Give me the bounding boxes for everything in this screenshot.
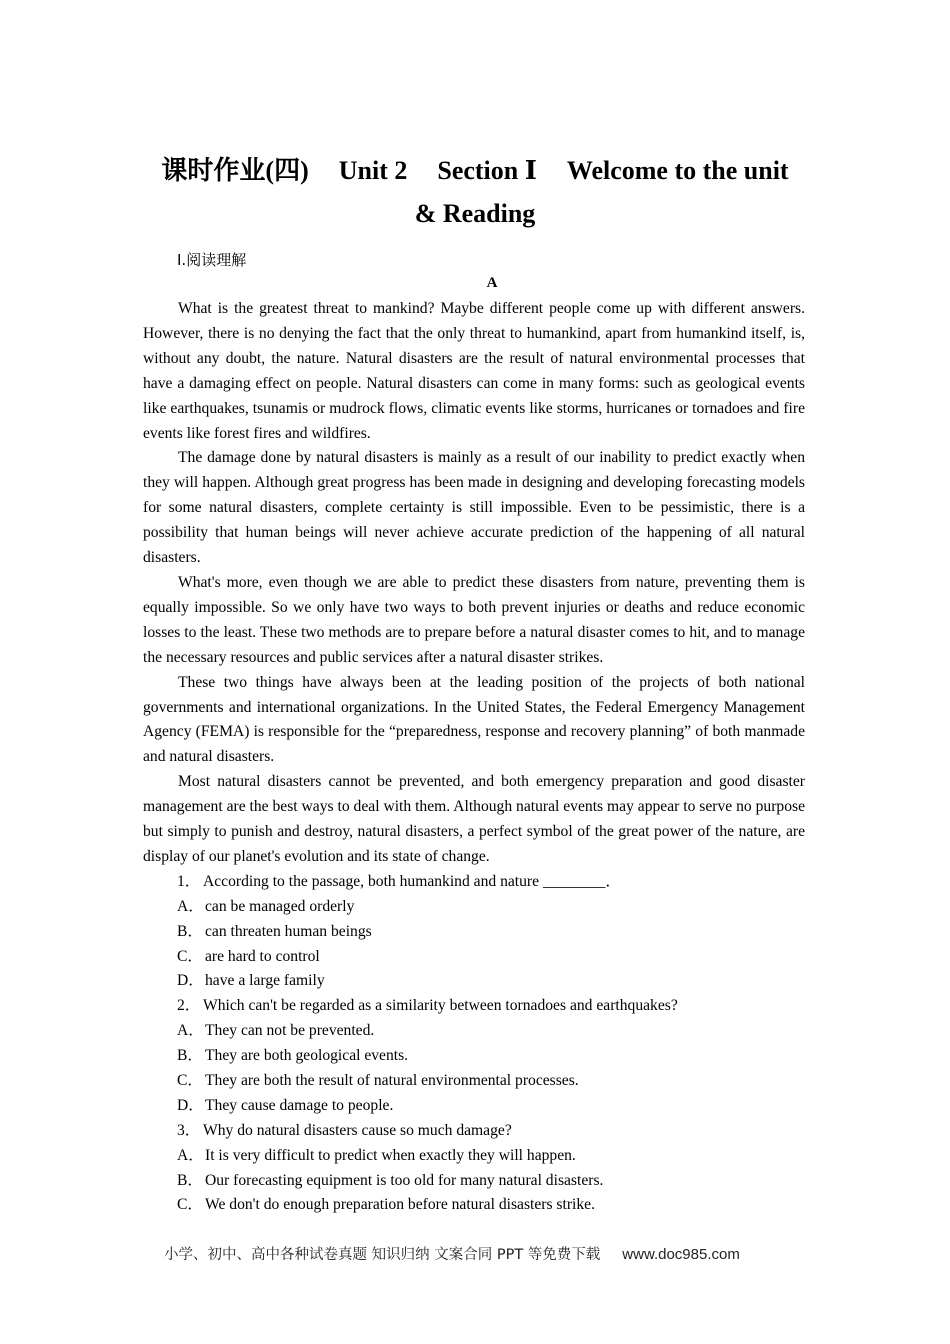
option-text: Our forecasting equipment is too old for many natural disasters. (205, 1171, 604, 1189)
option-letter: B． (177, 1047, 203, 1065)
passage-paragraph: What's more, even though we are able to predict these disasters from nature, preventing them is equally impossible. So we only have two ways to both prevent injuries or deaths and reduce economic losses to the least. These two methods are to prepare before a natural disaster comes to hit, and to manage the necessary resources and public services after a natural disaster strikes. (143, 573, 805, 666)
option-text: can threaten human beings (205, 922, 372, 940)
option-text: are hard to control (205, 947, 320, 965)
option-text: It is very difficult to predict when exactly they will happen. (205, 1146, 576, 1164)
title-section: Section Ⅰ (437, 156, 537, 185)
question-3 (143, 1119, 805, 1219)
question-stem (143, 870, 805, 895)
option-letter: C． (177, 1071, 203, 1089)
option-letter: D． (177, 972, 204, 990)
footer-url-link[interactable]: www.doc985.com (622, 1246, 740, 1263)
passage-paragraph: What is the greatest threat to mankind? Maybe different people come up with different answers. However, there is no denying the fact that the only threat to humankind, apart from humankind itself, is, without any doubt, the nature. Natural disasters are the result of natural environmental processes that have a damaging effect on people. Natural disasters can come in many forms: such as geological events like earthquakes, tsunamis or mudrock flows, climatic events like storms, hurricanes or tornadoes and fire events like forest fires and wildfires. (143, 300, 805, 442)
question-2 (143, 994, 805, 1118)
answer-option (143, 1169, 805, 1194)
option-text: They are both the result of natural environmental processes. (205, 1071, 579, 1089)
page-footer (164, 1243, 740, 1264)
question-stem (143, 1119, 805, 1144)
answer-option (143, 895, 805, 920)
option-letter: B． (177, 922, 203, 940)
option-text: We don't do enough preparation before natural disasters strike. (205, 1196, 595, 1214)
answer-option (143, 1193, 805, 1218)
passage-paragraph: These two things have always been at the leading position of the projects of both national governments and international organizations. In the United States, the Federal Emergency Management Agency (FEMA) is responsible for the “preparedness, response and recovery planning” of both manmade and natural disasters. (143, 673, 805, 766)
section-heading: Ⅰ.阅读理解 (177, 251, 247, 269)
option-letter: D． (177, 1096, 204, 1114)
answer-option (143, 1144, 805, 1169)
document-title-line-2: & Reading (414, 199, 536, 228)
question-number: 2． (177, 997, 201, 1015)
title-topic: Welcome to the unit (566, 156, 789, 185)
question-1 (143, 870, 805, 994)
option-letter: A． (177, 1146, 204, 1164)
question-stem (143, 994, 805, 1019)
question-number: 1． (177, 872, 201, 890)
title-lesson: 课时作业(四) (161, 156, 309, 185)
answer-option (143, 945, 805, 970)
answer-option (143, 969, 805, 994)
passage-paragraph: Most natural disasters cannot be prevented, and both emergency preparation and good disaster management are the best ways to deal with them. Although natural events may appear to serve no purpose but simply to punish and destroy, natural disasters, a perfect symbol of the great power of the nature, are display of our planet's evolution and its state of change. (143, 773, 805, 865)
option-text: They are both geological events. (205, 1047, 409, 1065)
answer-option (143, 920, 805, 945)
reading-body (143, 297, 805, 1218)
option-letter: A． (177, 897, 204, 915)
option-text: They cause damage to people. (205, 1096, 394, 1114)
question-text: According to the passage, both humankind and nature ________． (203, 872, 621, 890)
answer-option (143, 1069, 805, 1094)
answer-option (143, 1044, 805, 1069)
option-letter: C． (177, 947, 203, 965)
option-letter: C． (177, 1196, 203, 1214)
question-text: Why do natural disasters cause so much damage? (203, 1121, 512, 1139)
option-letter: B． (177, 1171, 203, 1189)
option-text: can be managed orderly (205, 897, 355, 915)
question-number: 3． (177, 1121, 201, 1139)
document-title-line-1 (143, 150, 807, 187)
footer-text: 小学、初中、高中各种试卷真题 知识归纳 文案合同 PPT 等免费下载 (164, 1247, 601, 1263)
option-text: They can not be prevented. (205, 1022, 375, 1040)
passage-paragraph: The damage done by natural disasters is mainly as a result of our inability to predict exactly when they will happen. Although great progress has been made in designing and developing forecasting models for some natural disasters, complete certainty is still impossible. Even to be pessimistic, there is a possibility that human beings will never achieve accurate prediction of the happening of all natural disasters. (143, 449, 805, 567)
option-text: have a large family (205, 972, 325, 990)
option-letter: A． (177, 1022, 204, 1040)
answer-option (143, 1094, 805, 1119)
question-text: Which can't be regarded as a similarity between tornadoes and earthquakes? (203, 997, 678, 1015)
answer-option (143, 1019, 805, 1044)
title-unit: Unit 2 (338, 156, 408, 185)
passage-label: A (486, 275, 498, 291)
